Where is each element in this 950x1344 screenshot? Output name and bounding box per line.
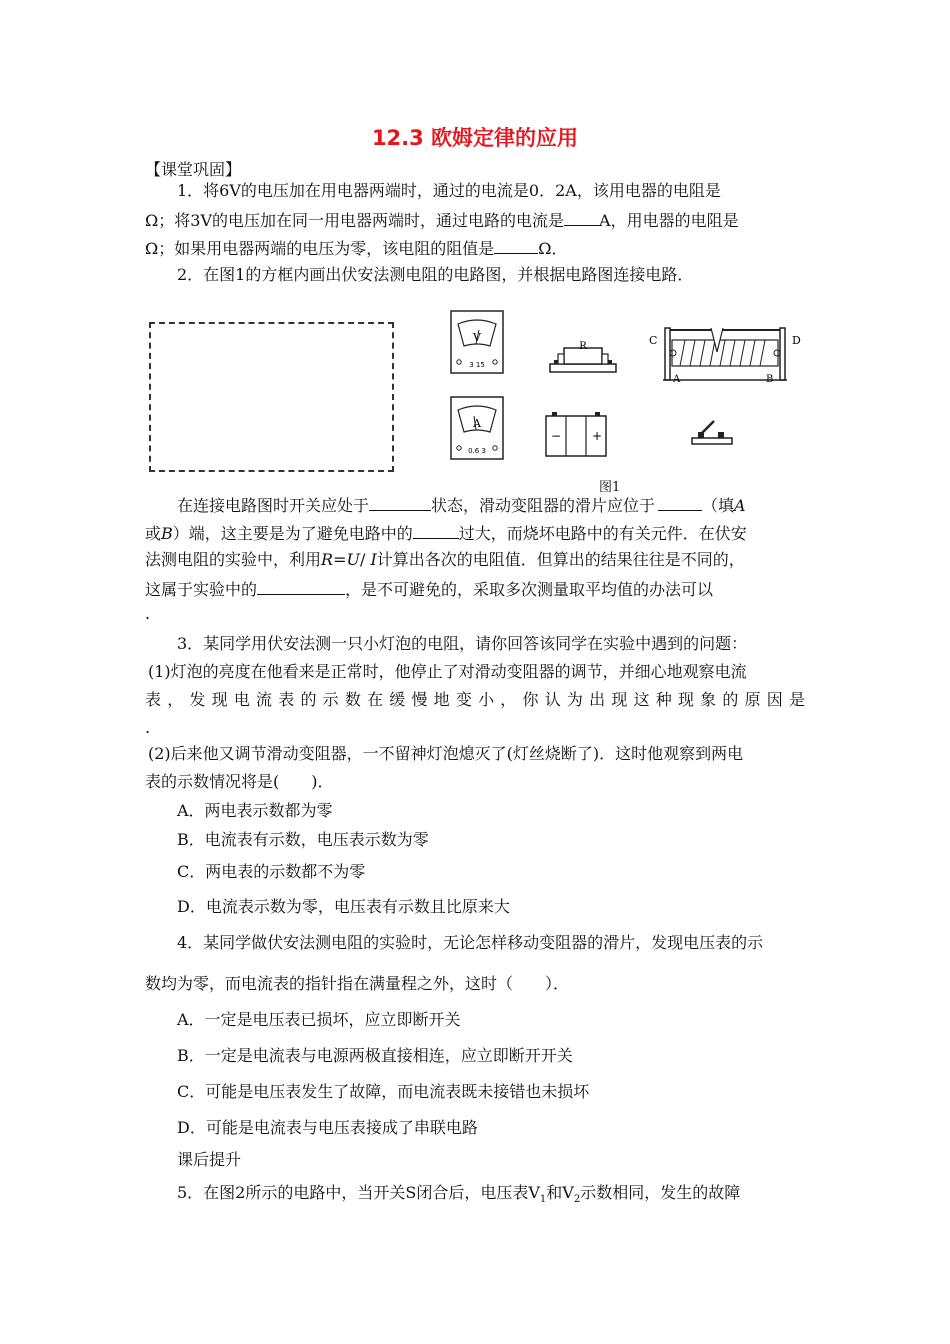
ammeter-figure <box>450 396 504 460</box>
rheostat-figure <box>645 322 805 388</box>
voltmeter-figure <box>450 310 504 374</box>
q2-text: I <box>370 550 377 569</box>
q2-text: ，是不可避免的，采取多次测量取平均值的办法可以 <box>345 580 714 599</box>
q2-text: 这属于实验中的 <box>145 580 258 599</box>
q4-line2: 数均为零，而电流表的指针指在满量程之外，这时（ ）． <box>145 974 570 993</box>
q2-para-line3 <box>145 550 745 570</box>
q2-text: 或 <box>145 524 162 543</box>
answer-blank <box>494 237 538 254</box>
q2-text: 在连接电路图时开关应处于 <box>177 496 370 515</box>
q3-sub1-line3: . <box>145 718 151 737</box>
q3-sub2-line1: (2)后来他又调节滑动变阻器，一不留神灯泡熄灭了(灯丝烧断了)．这时他观察到两电 <box>148 744 744 763</box>
q1-line1: 1．将6V的电压加在用电器两端时，通过的电流是0．2A，该用电器的电阻是 <box>177 181 721 200</box>
q1-line2-text-b: A，用电器的电阻是 <box>599 211 739 230</box>
q2-stem: 2．在图1的方框内画出伏安法测电阻的电路图，并根据电路图连接电路． <box>177 265 694 284</box>
answer-blank <box>369 494 431 511</box>
q5-text: 示数相同，发生的故障 <box>580 1183 741 1202</box>
ammeter-scale: 0.6 3 <box>468 447 486 455</box>
battery-figure <box>542 410 610 458</box>
q2-text: B <box>161 524 173 543</box>
q2-text: / <box>359 550 366 569</box>
q3-option-d: D．电流表示数为零，电压表有示数且比原来大 <box>177 897 510 916</box>
ammeter-symbol: A <box>473 417 481 430</box>
q3-stem: 3．某同学用伏安法测一只小灯泡的电阻，请你回答该同学在实验中遇到的问题： <box>177 634 748 653</box>
q2-para-line5: . <box>145 604 151 623</box>
switch-figure <box>690 418 736 448</box>
voltmeter-scale: 3 15 <box>469 361 485 369</box>
q2-text: 法测电阻的实验中，利用 <box>145 550 322 569</box>
q5-subscript: 2 <box>573 1194 581 1206</box>
voltmeter-symbol: V <box>473 331 481 344</box>
battery-minus: − <box>550 429 562 443</box>
q5-text: 和V <box>546 1183 574 1202</box>
rheostat-label-b: B <box>766 374 774 385</box>
q1-line3 <box>145 237 568 259</box>
q2-para-line2 <box>145 522 747 544</box>
q2-text: 过大，而烧坏电路中的有关元件．在伏安 <box>458 524 747 543</box>
q2-text: U <box>346 550 360 569</box>
rheostat-label-c: C <box>649 334 658 347</box>
q2-text: （填 <box>702 496 735 515</box>
battery-plus: + <box>591 429 603 443</box>
answer-blank <box>413 522 459 539</box>
answer-blank <box>658 494 702 511</box>
drawing-box <box>149 322 394 472</box>
resistor-label: R <box>579 341 587 352</box>
figure-caption: 图1 <box>599 480 621 495</box>
q3-sub1-line2: 表，发现电流表的示数在缓慢地变小，你认为出现这种现象的原因是 <box>145 690 805 709</box>
q2-para-line1 <box>177 494 746 516</box>
q3-option-b: B．电流表有示数，电压表示数为零 <box>177 830 429 849</box>
q5-text: 5．在图2所示的电路中，当开关S闭合后，电压表V <box>177 1183 540 1202</box>
q2-para-line4 <box>145 578 713 600</box>
q2-text: A <box>734 496 746 515</box>
q3-option-a: A．两电表示数都为零 <box>177 801 333 820</box>
rheostat-label-d: D <box>792 334 801 347</box>
q4-line1: 4．某同学做伏安法测电阻的实验时，无论怎样移动变阻器的滑片，发现电压表的示 <box>177 933 764 952</box>
section-heading: 【课堂巩固】 <box>145 160 242 179</box>
resistor-figure <box>548 338 618 376</box>
q1-line2 <box>145 209 739 231</box>
q2-text: = <box>333 550 347 569</box>
q3-sub1-line1: (1)灯泡的亮度在他看来是正常时，他停止了对滑动变阻器的调节，并细心地观察电流 <box>148 662 747 681</box>
q4-option-d: D．可能是电流表与电压表接成了串联电路 <box>177 1118 478 1137</box>
rheostat-label-a: A <box>673 374 681 385</box>
q1-line3-text-a: Ω；如果用电器两端的电压为零，该电阻的阻值是 <box>145 239 495 258</box>
q4-option-a: A．一定是电压表已损坏，应立即断开关 <box>177 1010 461 1029</box>
answer-blank <box>564 209 599 226</box>
page-title: 12.3 欧姆定律的应用 <box>371 126 579 150</box>
q2-text: 计算出各次的电阻值．但算出的结果往往是不同的， <box>376 550 745 569</box>
answer-blank <box>257 578 345 595</box>
q1-line3-text-b: Ω． <box>538 239 568 258</box>
q3-sub2-line2: 表的示数情况将是( )． <box>145 772 334 791</box>
q2-text: ）端，这主要是为了避免电路中的 <box>172 524 413 543</box>
q2-text: 状态，滑动变阻器的滑片应位于 <box>431 496 656 515</box>
q5-subscript: 1 <box>539 1194 547 1206</box>
q1-line2-text-a: Ω；将3V的电压加在同一用电器两端时，通过电路的电流是 <box>145 211 565 230</box>
q3-option-c: C．两电表的示数都不为零 <box>177 862 366 881</box>
section2-heading: 课后提升 <box>177 1150 242 1169</box>
q4-option-c: C．可能是电压表发生了故障，而电流表既未接错也未损坏 <box>177 1082 590 1101</box>
q2-text: R <box>321 550 334 569</box>
q5-line1 <box>177 1183 740 1210</box>
q4-option-b: B．一定是电流表与电源两极直接相连，应立即断开开关 <box>177 1046 573 1065</box>
